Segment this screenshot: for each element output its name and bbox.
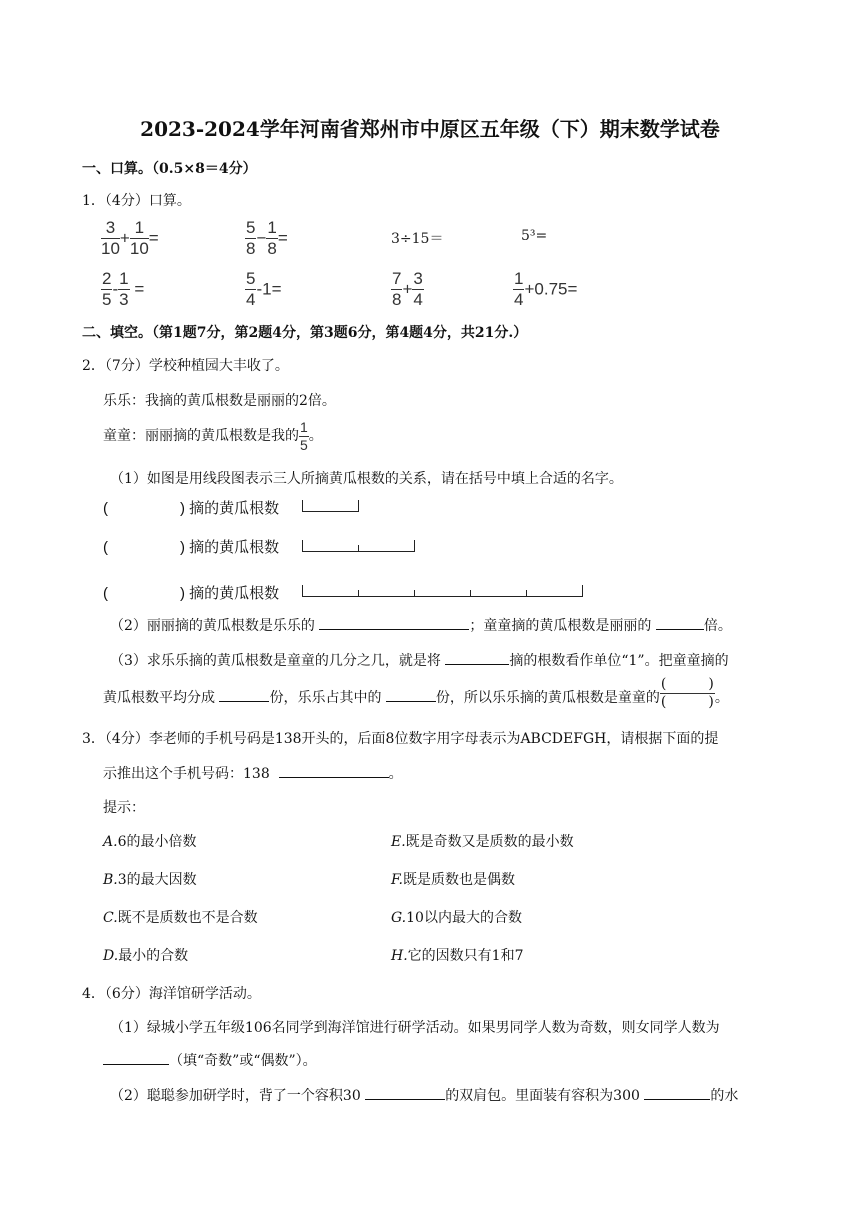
q1-r2-expr-c: $\frac{7}{8}$ + $\frac{3}{4}$: [392, 269, 423, 309]
diagram-row2-label: ( ) 摘的黄瓜根数: [103, 539, 280, 556]
segment-unit: [470, 590, 526, 597]
segment-unit: [526, 590, 582, 597]
section-1-heading: 一、口算。（0.5×8＝4分）: [82, 161, 257, 177]
hint-b: B.3的最大因数: [103, 872, 197, 888]
q1-r2-expr-d: $\frac{1}{4}$ +0.75=: [514, 269, 578, 309]
segment-unit: [302, 545, 358, 552]
q4-part1-line2: （填“奇数”或“偶数”）。: [103, 1050, 317, 1070]
answer-blank[interactable]: [644, 1085, 710, 1100]
diagram-row3-label: ( ) 摘的黄瓜根数: [103, 585, 280, 602]
exam-title: 2023-2024学年河南省郑州市中原区五年级（下）期末数学试卷: [140, 117, 720, 141]
answer-blank[interactable]: [386, 687, 436, 702]
q1-r1-expr-a: $\frac{3}{10}$ + $\frac{1}{10}$ =: [101, 218, 159, 258]
fraction-blank[interactable]: $\frac{( )}{( )}$: [660, 676, 714, 710]
hint-d: D.最小的合数: [103, 948, 189, 964]
q2-tongtong: 童童：丽丽摘的黄瓜根数是我的 $\frac{1}{5}$ 。: [103, 419, 323, 453]
q1-heading: 1．（4分）口算。: [82, 193, 191, 209]
q1-r1-expr-c: 3÷15＝: [391, 231, 444, 247]
q1-r1-expr-d: 5³=: [521, 228, 548, 244]
q3-line1: 3．（4分）李老师的手机号码是138开头的，后面8位数字用字母表示为ABCDEFGH，请根据下面的提: [82, 731, 719, 747]
answer-blank[interactable]: [279, 763, 389, 778]
answer-blank[interactable]: [656, 615, 704, 630]
segment-unit: [358, 545, 414, 552]
q1-r2-expr-b: $\frac{5}{4}$ -1=: [246, 269, 282, 309]
q1-r1-expr-b: $\frac{5}{8}$ − $\frac{1}{8}$ =: [246, 218, 288, 258]
q4-part1-line1: （1）绿城小学五年级106名同学到海洋馆进行研学活动。如果男同学人数为奇数，则女同学人数为: [110, 1020, 720, 1036]
segment-unit: [358, 590, 414, 597]
q2-part3-line1: （3）求乐乐摘的黄瓜根数是童童的几分之几，就是将 摘的根数看作单位“1”。把童童摘的: [110, 650, 729, 670]
hint-a: A.6的最小倍数: [103, 834, 197, 850]
q2-part2: （2）丽丽摘的黄瓜根数是乐乐的 ；童童摘的黄瓜根数是丽丽的 倍。: [110, 615, 732, 635]
diagram-row1-label: ( ) 摘的黄瓜根数: [103, 500, 280, 517]
q3-line2: 示推出这个手机号码：138 。: [103, 763, 403, 783]
q2-lele: 乐乐：我摘的黄瓜根数是丽丽的2倍。: [103, 393, 336, 409]
q2-heading: 2．（7分）学校种植园大丰收了。: [82, 358, 289, 374]
hint-e: E.既是奇数又是质数的最小数: [391, 834, 574, 850]
answer-blank[interactable]: [445, 650, 509, 665]
segment-end-tick: [582, 585, 583, 597]
section-2-heading: 二、填空。（第1题7分，第2题4分，第3题6分，第4题4分，共21分.）: [82, 325, 528, 341]
segment-start-tick: [302, 585, 303, 597]
q4-part2: （2）聪聪参加研学时，背了一个容积30 的双肩包。里面装有容积为300 的水: [110, 1085, 738, 1105]
q4-heading: 4．（6分）海洋馆研学活动。: [82, 986, 261, 1002]
hint-c: C.既不是质数也不是合数: [103, 910, 258, 926]
answer-blank[interactable]: [365, 1085, 445, 1100]
segment-start-tick: [302, 500, 303, 512]
segment-unit: [302, 505, 358, 512]
segment-unit: [302, 590, 358, 597]
hint-h: H.它的因数只有1和7: [391, 948, 524, 964]
q1-r2-expr-a: $\frac{2}{5}$ - $\frac{1}{3}$ =: [102, 269, 145, 309]
segment-start-tick: [302, 540, 303, 552]
segment-end-tick: [414, 540, 415, 552]
answer-blank[interactable]: [103, 1050, 169, 1065]
answer-blank[interactable]: [319, 615, 469, 630]
hint-g: G.10以内最大的合数: [391, 910, 522, 926]
q2-part1: （1）如图是用线段图表示三人所摘黄瓜根数的关系，请在括号中填上合适的名字。: [110, 471, 623, 487]
q3-hint-label: 提示：: [103, 800, 145, 816]
segment-end-tick: [358, 500, 359, 512]
hint-f: F.既是质数也是偶数: [391, 872, 515, 888]
answer-blank[interactable]: [219, 687, 269, 702]
q2-part3-line2: 黄瓜根数平均分成 份，乐乐占其中的 份，所以乐乐摘的黄瓜根数是童童的 $\frac{( )}{( )}$ 。: [103, 676, 729, 710]
segment-unit: [414, 590, 470, 597]
